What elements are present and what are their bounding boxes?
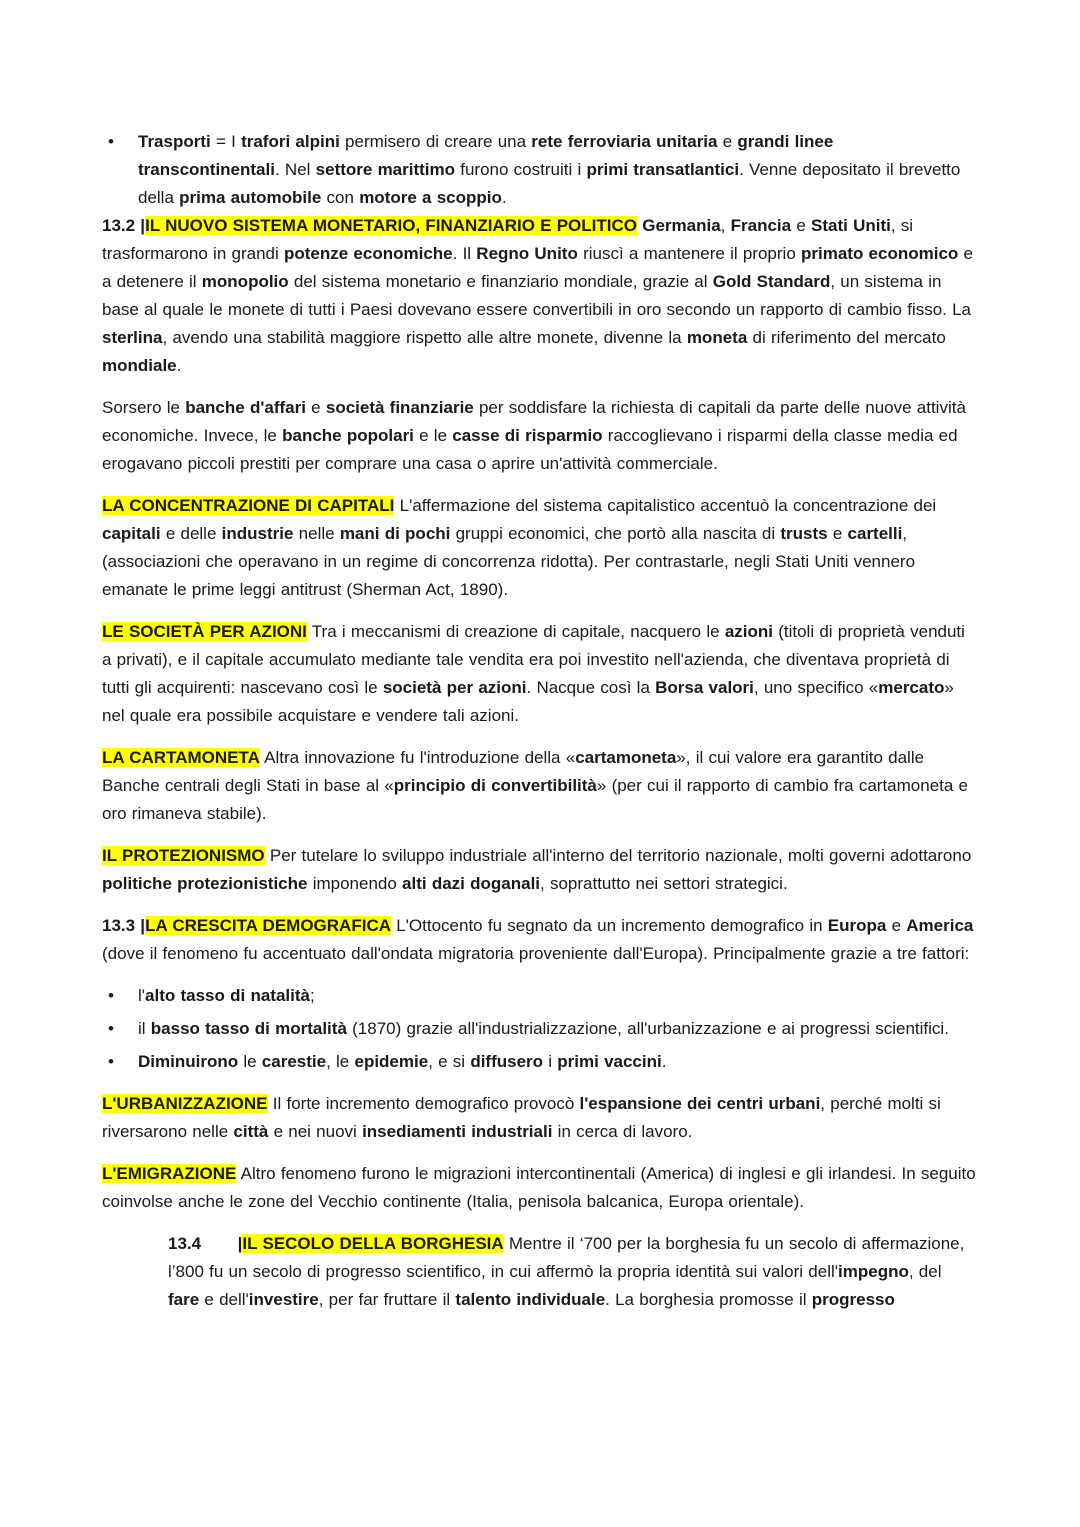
text-segment: gruppi economici, che portò alla nascita di [450, 524, 781, 543]
text-segment: società finanziarie [325, 398, 474, 417]
highlighted-heading: LE SOCIETÀ PER AZIONI [102, 622, 307, 641]
text-segment: casse di risparmio [452, 426, 603, 445]
highlighted-heading: L'EMIGRAZIONE [102, 1164, 237, 1183]
text-segment: . La borghesia promosse il [605, 1290, 812, 1309]
highlighted-heading: IL PROTEZIONISMO [102, 846, 265, 865]
text-segment: » (per cui il rapporto di cambio fra cartamoneta e oro rimaneva stabile). [102, 776, 969, 823]
text-segment: per soddisfare la richiesta di capitali da parte delle nuove attività economiche. Invece, le [102, 398, 966, 445]
paragraph [102, 492, 977, 604]
text-segment: con [321, 188, 360, 207]
highlighted-heading: IL NUOVO SISTEMA MONETARIO, FINANZIARIO E POLITICO [145, 216, 637, 235]
text-segment: principio di convertibilità [393, 776, 597, 795]
text-segment: , un sistema in base al quale le monete di tutti i Paesi dovevano essere convertibili in oro secondo un rapporto di cambio fisso. La [102, 272, 972, 319]
text-segment: e a detenere il [102, 244, 973, 291]
text-segment: e [717, 132, 738, 151]
text-segment: ; [309, 986, 315, 1005]
bullet-marker: • [108, 132, 114, 151]
text-segment: , avendo una stabilità maggiore rispetto alle altre monete, divenne la [162, 328, 687, 347]
text-segment: industrie [221, 524, 294, 543]
text-segment: Borsa valori [655, 678, 754, 697]
text-segment: primi transatlantici [586, 160, 740, 179]
text-segment: potenze economiche [283, 244, 453, 263]
text-segment: del sistema monetario e finanziario mondiale, grazie al [288, 272, 713, 291]
text-segment: Stati Uniti [811, 216, 891, 235]
text-segment: e [827, 524, 848, 543]
text-segment: riuscì a mantenere il proprio [577, 244, 801, 263]
bullet-text [138, 1048, 977, 1076]
text-segment: epidemie [354, 1052, 429, 1071]
bullet-item [102, 1048, 977, 1076]
highlighted-heading: IL SECOLO DELLA BORGHESIA [242, 1234, 504, 1253]
paragraph [102, 912, 977, 968]
paragraph [102, 1160, 977, 1216]
text-segment: alti dazi doganali [402, 874, 541, 893]
paragraph [102, 1230, 977, 1314]
text-segment: , soprattutto nei settori strategici. [540, 874, 788, 893]
text-segment: Diminuirono [138, 1052, 239, 1071]
highlighted-heading: L'URBANIZZAZIONE [102, 1094, 268, 1113]
text-segment: e dell' [199, 1290, 249, 1309]
text-segment: l'espansione dei centri urbani [579, 1094, 821, 1113]
text-segment: = I [210, 132, 242, 151]
text-segment: settore marittimo [315, 160, 456, 179]
bullet-text [138, 128, 977, 212]
text-segment: Francia [730, 216, 792, 235]
text-segment: monopolio [201, 272, 289, 291]
text-segment: trafori alpini [241, 132, 340, 151]
text-segment: azioni [724, 622, 773, 641]
text-segment: mondiale [102, 356, 177, 375]
text-segment: , del [908, 1262, 942, 1281]
bullet-item [102, 128, 977, 212]
text-segment: Germania [642, 216, 721, 235]
text-segment: | [237, 1234, 243, 1253]
bullet-marker: • [108, 986, 114, 1005]
text-segment: politiche protezionistiche [102, 874, 308, 893]
text-segment: Europa [827, 916, 887, 935]
text-segment: i [543, 1052, 558, 1071]
text-segment: progresso [811, 1290, 895, 1309]
text-segment: carestie [261, 1052, 327, 1071]
text-segment: l' [138, 986, 146, 1005]
text-segment: mani di pochi [339, 524, 451, 543]
text-segment: , si trasformarono in grandi [102, 216, 914, 263]
paragraph [102, 1090, 977, 1146]
text-segment: investire [248, 1290, 319, 1309]
paragraph [102, 842, 977, 898]
text-segment: permisero di creare una [339, 132, 532, 151]
text-segment: motore a scoppio [359, 188, 502, 207]
text-segment: Il forte incremento demografico provocò [267, 1094, 580, 1113]
text-segment: cartelli [847, 524, 903, 543]
text-segment: in cerca di lavoro. [552, 1122, 693, 1141]
text-segment: primato economico [801, 244, 959, 263]
bullet-text [138, 982, 977, 1010]
document-content [102, 128, 977, 1314]
text-segment: Altra innovazione fu l'introduzione della « [259, 748, 576, 767]
text-segment: le [238, 1052, 262, 1071]
text-segment: Gold Standard [712, 272, 831, 291]
text-segment: , perché molti si riversarono nelle [102, 1094, 941, 1141]
text-segment: L'Ottocento fu segnato da un incremento demografico in [391, 916, 828, 935]
text-segment: Regno Unito [476, 244, 578, 263]
text-segment: Mentre il ‘700 per la borghesia fu un secolo di affermazione, l’800 fu un secolo di progresso scientifico, in cui affermò la propria identità sui valori dell' [168, 1234, 965, 1281]
text-segment: talento individuale [455, 1290, 606, 1309]
text-segment: . Venne depositato il brevetto della [138, 160, 961, 207]
text-segment: primi vaccini [557, 1052, 662, 1071]
text-segment: », il cui valore era garantito dalle Banche centrali degli Stati in base al « [102, 748, 925, 795]
text-segment: Sorsero le [102, 398, 186, 417]
bullet-marker: • [108, 1052, 114, 1071]
text-segment: moneta [686, 328, 748, 347]
text-segment: città [233, 1122, 269, 1141]
text-segment: Tra i meccanismi di creazione di capitale, nacquero le [306, 622, 725, 641]
text-segment: . [176, 356, 182, 375]
paragraph [102, 394, 977, 478]
paragraph [102, 744, 977, 828]
text-segment [201, 1234, 238, 1253]
text-segment: (1870) grazie all'industrializzazione, all'urbanizzazione e ai progressi scientifici. [346, 1019, 949, 1038]
text-segment: . [661, 1052, 667, 1071]
text-segment: Per tutelare lo sviluppo industriale all'interno del territorio nazionale, molti governi adottarono [264, 846, 972, 865]
text-segment: raccoglievano i risparmi della classe media ed erogavano piccoli prestiti per comprare una casa o aprire un'attività commerciale. [102, 426, 958, 473]
text-segment: . Il [452, 244, 477, 263]
text-segment: . [501, 188, 507, 207]
text-segment: cartamoneta [575, 748, 677, 767]
bullet-marker: • [108, 1019, 114, 1038]
text-segment: alto tasso di natalità [145, 986, 310, 1005]
text-segment: 13.4 [168, 1234, 202, 1253]
text-segment: di riferimento del mercato [747, 328, 946, 347]
text-segment: e delle [160, 524, 222, 543]
text-segment: e le [413, 426, 453, 445]
text-segment: capitali [102, 524, 161, 543]
text-segment: » nel quale era possibile acquistare e vendere tali azioni. [102, 678, 954, 725]
text-segment: 13.3 | [102, 916, 146, 935]
text-segment: società per azioni [382, 678, 527, 697]
text-segment: trusts [780, 524, 828, 543]
text-segment: , le [326, 1052, 355, 1071]
text-segment: e [791, 216, 812, 235]
text-segment: fare [168, 1290, 200, 1309]
text-segment: e nei nuovi [268, 1122, 363, 1141]
text-segment: 13.2 | [102, 216, 146, 235]
text-segment: basso tasso di mortalità [150, 1019, 347, 1038]
paragraph [102, 618, 977, 730]
highlighted-heading: LA CONCENTRAZIONE DI CAPITALI [102, 496, 395, 515]
text-segment: Altro fenomeno furono le migrazioni intercontinentali (America) di inglesi e gli irlandesi. In seguito coinvolse anche le zone del Vecchio continente (Italia, penisola balcanica, Europa orientale). [102, 1164, 976, 1211]
text-segment: furono costruiti i [455, 160, 587, 179]
text-segment: , per far fruttare il [318, 1290, 456, 1309]
paragraph [102, 212, 977, 380]
text-segment: (titoli di proprietà venduti a privati), e il capitale accumulato mediante tale vendita era poi investito nell'azienda, che diventava proprietà di tutti gli acquirenti: nascevano così le [102, 622, 965, 697]
text-segment: impegno [838, 1262, 909, 1281]
text-segment: banche popolari [282, 426, 414, 445]
highlighted-heading: LA CRESCITA DEMOGRAFICA [145, 916, 391, 935]
text-segment: , (associazioni che operavano in un regime di concorrenza ridotta). Per contrastarle, negli Stati Uniti vennero emanate le prime leggi antitrust (Sherman Act, 1890). [102, 524, 916, 599]
text-segment: mercato [878, 678, 945, 697]
text-segment: , e si [428, 1052, 471, 1071]
text-segment: diffusero [470, 1052, 544, 1071]
text-segment: imponendo [307, 874, 403, 893]
text-segment: America [906, 916, 974, 935]
text-segment: e [886, 916, 907, 935]
text-segment: sterlina [102, 328, 163, 347]
text-segment: il [138, 1019, 151, 1038]
bullet-item [102, 982, 977, 1010]
bullet-text [138, 1015, 977, 1043]
text-segment: prima automobile [179, 188, 322, 207]
text-segment: Trasporti [138, 132, 211, 151]
text-segment: , uno specifico « [753, 678, 879, 697]
text-segment: insediamenti industriali [362, 1122, 553, 1141]
text-segment: . Nel [274, 160, 316, 179]
text-segment: L'affermazione del sistema capitalistico accentuò la concentrazione dei [394, 496, 937, 515]
text-segment: (dove il fenomeno fu accentuato dall'ondata migratoria proveniente dall'Europa). Principalmente grazie a tre fattori: [102, 944, 970, 963]
text-segment: grandi linee transcontinentali [138, 132, 834, 179]
text-segment: rete ferroviaria unitaria [531, 132, 718, 151]
text-segment: . Nacque così la [526, 678, 656, 697]
text-segment: , [720, 216, 731, 235]
text-segment: nelle [293, 524, 340, 543]
highlighted-heading: LA CARTAMONETA [102, 748, 260, 767]
text-segment: e [305, 398, 326, 417]
bullet-item [102, 1015, 977, 1043]
text-segment: banche d'affari [185, 398, 306, 417]
